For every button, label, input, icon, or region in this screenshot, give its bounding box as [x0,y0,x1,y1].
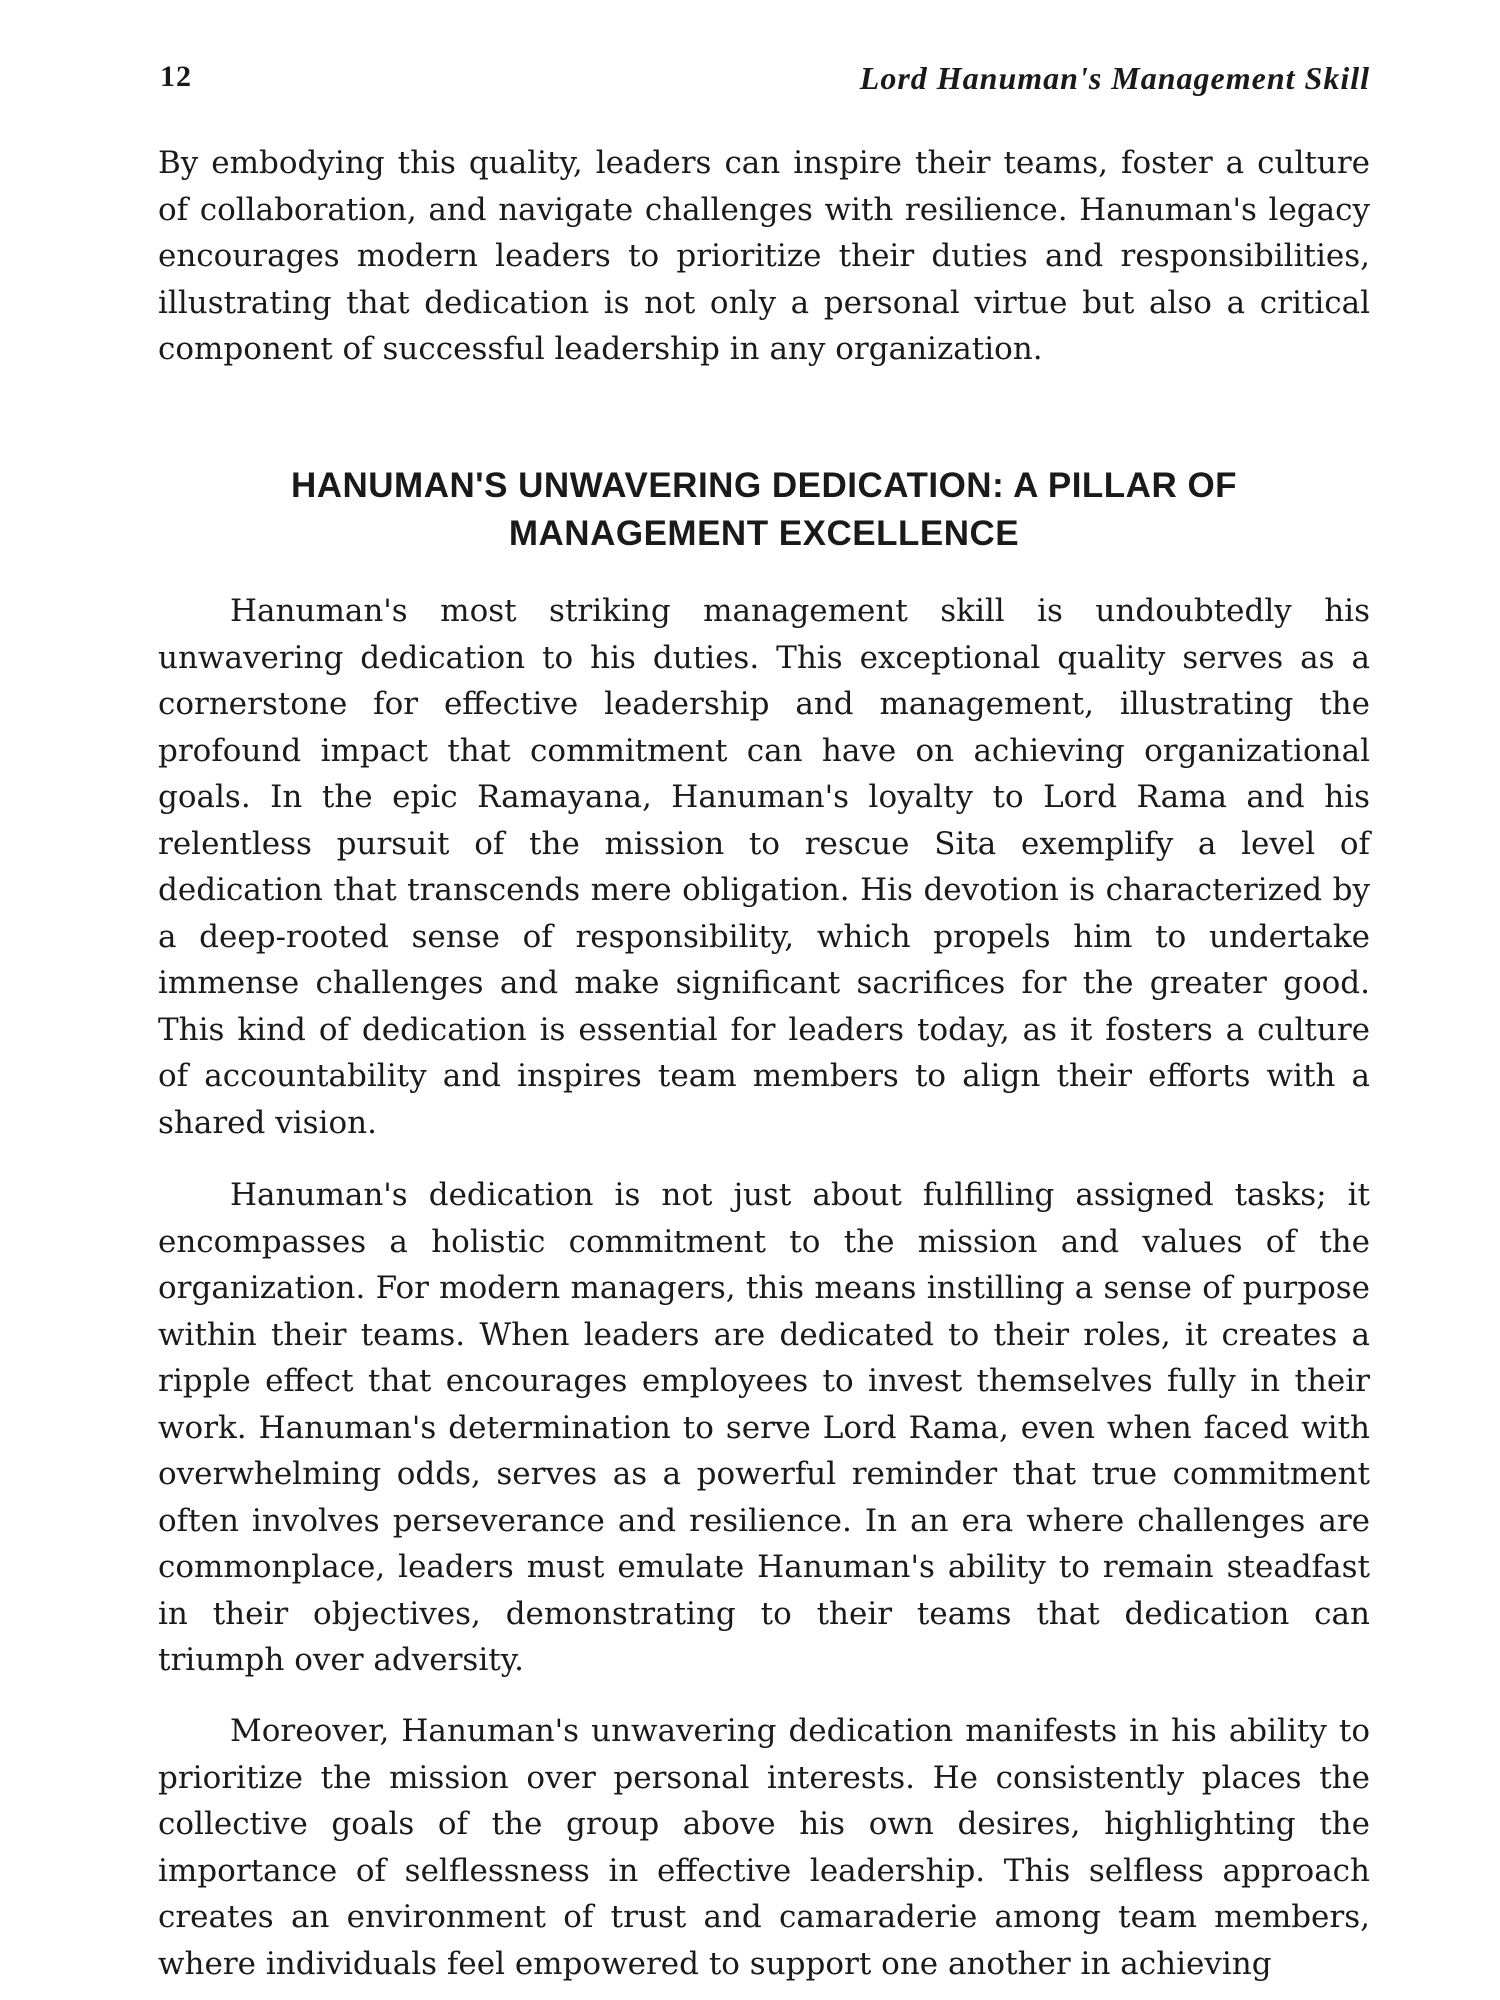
paragraph-3 [158,1708,1370,1987]
paragraph-1 [158,588,1370,1146]
paragraph-text: Hanuman's most striking management skill is undoubtedly his unwavering dedication to his duties. This exceptional quality serves as a cornerstone for effective leadership and management, illustrating the profound impact that commitment can have on achieving organizational goals. In the epic Ramayana, Hanuman's loyalty to Lord Rama and his relentless pursuit of the mission to rescue Sita exemplify a level of dedication that transcends mere obligation. His devotion is characterized by a deep-rooted sense of responsibility, which propels him to undertake immense challenges and make significant sacrifices for the greater good. This kind of dedication is essential for leaders today, as it fosters a culture of accountability and inspires team members to align their efforts with a shared vision. [158,593,1370,1141]
running-head: Lord Hanuman's Management Skill [859,60,1370,96]
paragraph-text: By embodying this quality, leaders can inspire their teams, foster a culture of collaboration, and navigate challenges with resilience. Hanuman's legacy encourages modern leaders to prioritize their duties and responsibilities, illustrating that dedication is not only a personal virtue but also a critical component of successful leadership in any organization. [158,145,1370,367]
continued-paragraph [158,140,1370,373]
section-heading: HANUMAN'S UNWAVERING DEDICATION: A PILLAR OF MANAGEMENT EXCELLENCE [290,466,1238,553]
paragraph-text: Hanuman's dedication is not just about fulfilling assigned tasks; it encompasses a holistic commitment to the mission and values of the organization. For modern managers, this means instilling a sense of purpose within their teams. When leaders are dedicated to their roles, it creates a ripple effect that encourages employees to invest themselves fully in their work. Hanuman's determination to serve Lord Rama, even when faced with overwhelming odds, serves as a powerful reminder that true commitment often involves perseverance and resilience. In an era where challenges are commonplace, leaders must emulate Hanuman's ability to remain steadfast in their objectives, demonstrating to their teams that dedication can triumph over adversity. [158,1177,1370,1678]
paragraph-text: Moreover, Hanuman's unwavering dedication manifests in his ability to prioritize the mission over personal interests. He consistently places the collective goals of the group above his own desires, highlighting the importance of selflessness in effective leadership. This selfless approach creates an environment of trust and camaraderie among team members, where individuals feel empowered to support one another in achieving [158,1713,1370,1982]
paragraph-2 [158,1172,1370,1684]
page-number: 12 [160,60,192,93]
